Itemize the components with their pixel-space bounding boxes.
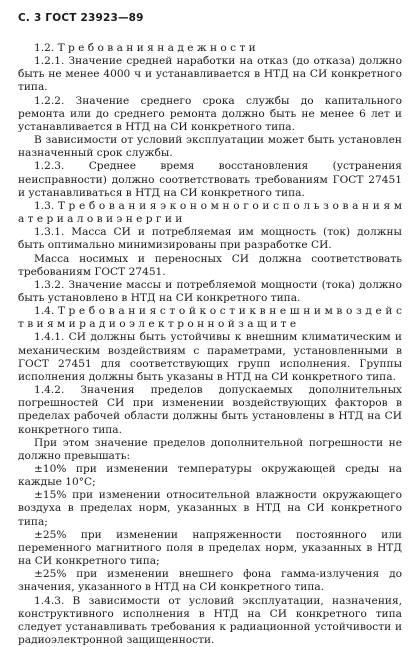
list-item: ±15% при изменении относительной влажности окружающего воздуха в пределах норм, указанных в НТД на СИ конкретного типа; xyxy=(18,489,402,528)
paragraph: 1.2.3. Среднее время восстановления (устранения неисправности) должно соответствовать требованиям ГОСТ 27451 и устанавливаться в НТД на СИ конкретного типа. xyxy=(18,160,402,199)
section-heading: 1.3. Т р е б о в а н и я э к о н о м н о г о и с п о л ь з о в а н и я м а т е р и а л о в и э н е р г и и xyxy=(18,199,402,226)
list-item: ±25% при изменении внешнего фона гамма-излучения до значения, указанного в НТД на СИ конкретного типа. xyxy=(18,568,402,594)
paragraph: В зависимости от условий эксплуатации может быть установлен назначенный срок службы. xyxy=(18,134,402,160)
section-heading: 1.2. Т р е б о в а н и я н а д е ж н о с т и xyxy=(34,42,256,54)
paragraph: Масса носимых и переносных СИ должна соответствовать требованиям ГОСТ 27451. xyxy=(18,252,402,278)
section-heading: 1.4. Т р е б о в а н и я с т о й к о с т и к в н е ш н и м в о з д е й с т в и я м и р а д и о э л е к т р о н н о й з а щ и т е xyxy=(18,305,402,331)
paragraph: 1.4.3. В зависимости от условий эксплуатации, назначения, конструктивного исполнения в НТД на СИ конкретного типа следует устанавливать требования к радиационной устойчивости и радиоэлектронной защищенности. xyxy=(18,594,402,647)
document-body xyxy=(18,42,402,647)
paragraph: 1.4.2. Значения пределов допускаемых дополнительных погрешностей СИ при изменении воздействующих факторов в пределах рабочей области должны быть установлены в НТД на СИ конкретного типа. xyxy=(18,384,402,436)
list-item: ±25% при изменении напряженности постоянного или переменного магнитного поля в пределах норм, указанных в НТД на СИ конкретного типа; xyxy=(18,528,402,568)
paragraph: 1.2.2. Значение среднего срока службы до капитального ремонта или до среднего ремонта должно быть не менее 6 лет и устанавливается в НТД на СИ конкретного типа. xyxy=(18,94,402,133)
paragraph: 1.2.1. Значение средней наработки на отказ (до отказа) должно быть не менее 4000 ч и устанавливается в НТД на СИ конкретного типа. xyxy=(18,55,402,94)
paragraph: При этом значение пределов дополнительной погрешности не должно превышать: xyxy=(18,436,402,462)
paragraph: 1.3.2. Значение массы и потребляемой мощности (тока) должно быть установлено в НТД на СИ конкретного типа. xyxy=(18,278,402,304)
paragraph: 1.4.1. СИ должны быть устойчивы к внешним климатическим и механическим воздействиям с параметрами, установленными в ГОСТ 27451 для соответствующих групп исполнения. Группы исполнения должны быть указаны в НТД на СИ конкретного типа. xyxy=(18,331,402,383)
page-header: С. 3 ГОСТ 23923—89 xyxy=(18,12,144,24)
list-item: ±10% при изменении температуры окружающей среды на каждые 10°С; xyxy=(18,463,402,489)
paragraph: 1.3.1. Масса СИ и потребляемая им мощность (ток) должны быть оптимально минимизированы при разработке СИ. xyxy=(18,226,402,252)
